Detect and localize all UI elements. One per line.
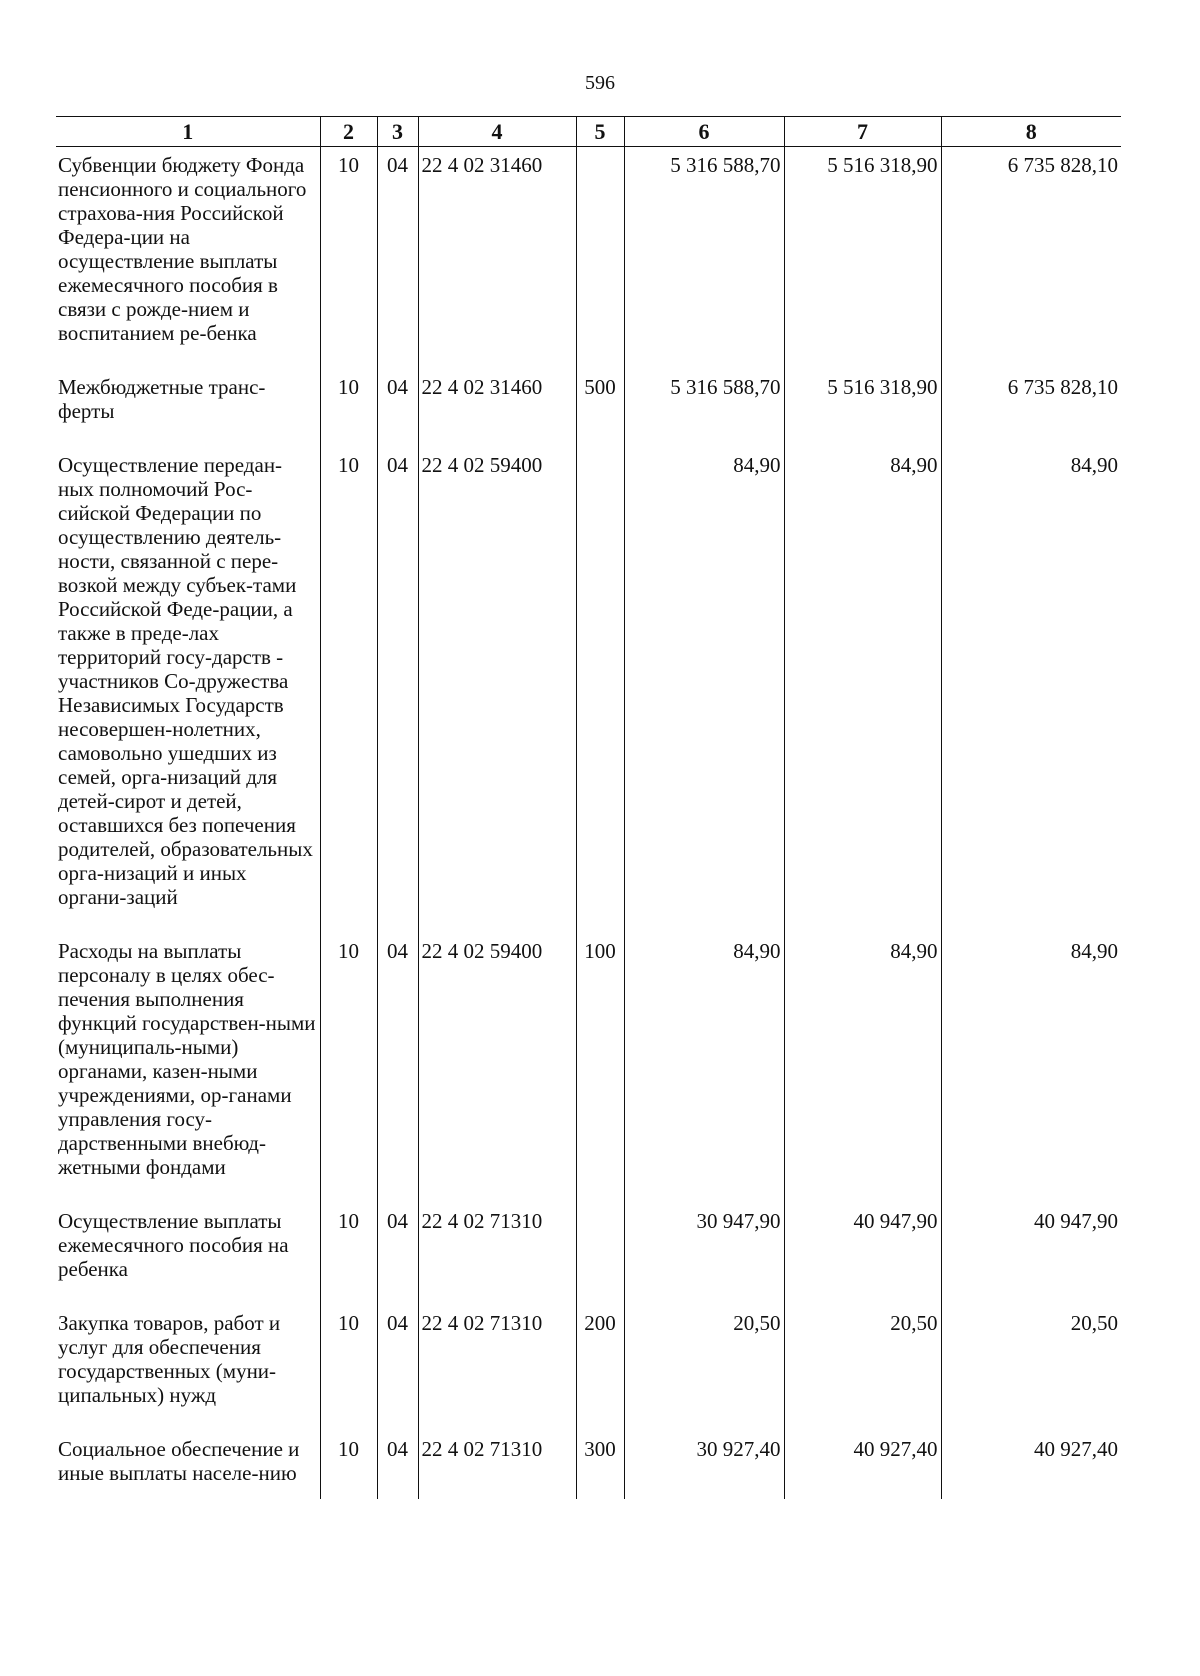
- table-row: [56, 1305, 1121, 1431]
- row-amount-2: 40 947,90: [784, 1203, 941, 1305]
- row-expense-type: [576, 1203, 624, 1305]
- row-amount-3: 40 947,90: [941, 1203, 1121, 1305]
- row-amount-2: 40 927,40: [784, 1431, 941, 1499]
- row-amount-1: 84,90: [624, 447, 784, 933]
- row-section: 10: [320, 1203, 377, 1305]
- table-row: [56, 447, 1121, 933]
- header-row: [56, 117, 1121, 147]
- row-expense-type: 200: [576, 1305, 624, 1431]
- row-section: 10: [320, 1431, 377, 1499]
- header-col-3: 3: [377, 117, 418, 147]
- header-col-2: 2: [320, 117, 377, 147]
- row-expense-type: 500: [576, 369, 624, 447]
- header-col-6: 6: [624, 117, 784, 147]
- row-name: Социальное обеспечение и иные выплаты населе-нию: [58, 1437, 300, 1485]
- row-target-code: 22 4 02 59400: [418, 447, 576, 933]
- row-name: Осуществление передан-ных полномочий Рос-сийской Федерации по осуществлению деятель-ности, связанной с пере-возкой между субъек-тами Российской Феде-рации, а также в преде-лах территорий госу-дарств - участников Со-дружества Независимых Государств несовершен-нолетних, самовольно ушедших из семей, орга-низаций для детей-сирот и детей, оставшихся без попечения родителей, образовательных орга-низаций и иных органи-заций: [58, 453, 313, 909]
- row-target-code: 22 4 02 71310: [418, 1305, 576, 1431]
- row-section: 10: [320, 147, 377, 370]
- row-amount-2: 5 516 318,90: [784, 369, 941, 447]
- row-amount-1: 20,50: [624, 1305, 784, 1431]
- row-amount-3: 6 735 828,10: [941, 147, 1121, 370]
- row-subsection: 04: [377, 447, 418, 933]
- row-subsection: 04: [377, 933, 418, 1203]
- header-col-8: 8: [941, 117, 1121, 147]
- row-amount-2: 20,50: [784, 1305, 941, 1431]
- row-target-code: 22 4 02 71310: [418, 1431, 576, 1499]
- row-section: 10: [320, 447, 377, 933]
- row-section: 10: [320, 933, 377, 1203]
- row-target-code: 22 4 02 31460: [418, 369, 576, 447]
- row-amount-1: 5 316 588,70: [624, 369, 784, 447]
- row-subsection: 04: [377, 1305, 418, 1431]
- row-amount-2: 5 516 318,90: [784, 147, 941, 370]
- row-name: Субвенции бюджету Фонда пенсионного и социального страхова-ния Российской Федера-ции на осуществление выплаты ежемесячного пособия в связи с рожде-нием и воспитанием ре-бенка: [58, 153, 307, 345]
- row-expense-type: [576, 447, 624, 933]
- row-section: 10: [320, 1305, 377, 1431]
- page-number: 596: [585, 72, 615, 94]
- row-name: Межбюджетные транс-ферты: [58, 375, 266, 423]
- table-row: [56, 1431, 1121, 1499]
- row-amount-3: 84,90: [941, 933, 1121, 1203]
- row-amount-1: 84,90: [624, 933, 784, 1203]
- row-amount-3: 6 735 828,10: [941, 369, 1121, 447]
- row-subsection: 04: [377, 1431, 418, 1499]
- header-col-7: 7: [784, 117, 941, 147]
- row-subsection: 04: [377, 147, 418, 370]
- row-amount-1: 30 927,40: [624, 1431, 784, 1499]
- row-subsection: 04: [377, 369, 418, 447]
- row-amount-3: 84,90: [941, 447, 1121, 933]
- header-col-1: 1: [56, 117, 320, 147]
- table-row: [56, 933, 1121, 1203]
- header-col-5: 5: [576, 117, 624, 147]
- row-amount-1: 5 316 588,70: [624, 147, 784, 370]
- row-expense-type: 100: [576, 933, 624, 1203]
- row-name: Закупка товаров, работ и услуг для обеспечения государственных (муни-ципальных) нужд: [58, 1311, 281, 1407]
- table-row: [56, 1203, 1121, 1305]
- row-expense-type: 300: [576, 1431, 624, 1499]
- table-row: [56, 147, 1121, 370]
- row-amount-2: 84,90: [784, 447, 941, 933]
- row-section: 10: [320, 369, 377, 447]
- row-amount-2: 84,90: [784, 933, 941, 1203]
- row-target-code: 22 4 02 59400: [418, 933, 576, 1203]
- table-row: [56, 369, 1121, 447]
- row-amount-3: 20,50: [941, 1305, 1121, 1431]
- row-expense-type: [576, 147, 624, 370]
- row-name: Осуществление выплаты ежемесячного пособия на ребенка: [58, 1209, 289, 1281]
- row-target-code: 22 4 02 31460: [418, 147, 576, 370]
- row-amount-1: 30 947,90: [624, 1203, 784, 1305]
- header-col-4: 4: [418, 117, 576, 147]
- row-name: Расходы на выплаты персоналу в целях обес-печения выполнения функций государствен-ными (муниципаль-ными) органами, казен-ными учреждениями, ор-ганами управления госу-дарственными внебюд-жетными фондами: [58, 939, 316, 1179]
- row-amount-3: 40 927,40: [941, 1431, 1121, 1499]
- row-target-code: 22 4 02 71310: [418, 1203, 576, 1305]
- row-subsection: 04: [377, 1203, 418, 1305]
- budget-table: [56, 116, 1121, 1499]
